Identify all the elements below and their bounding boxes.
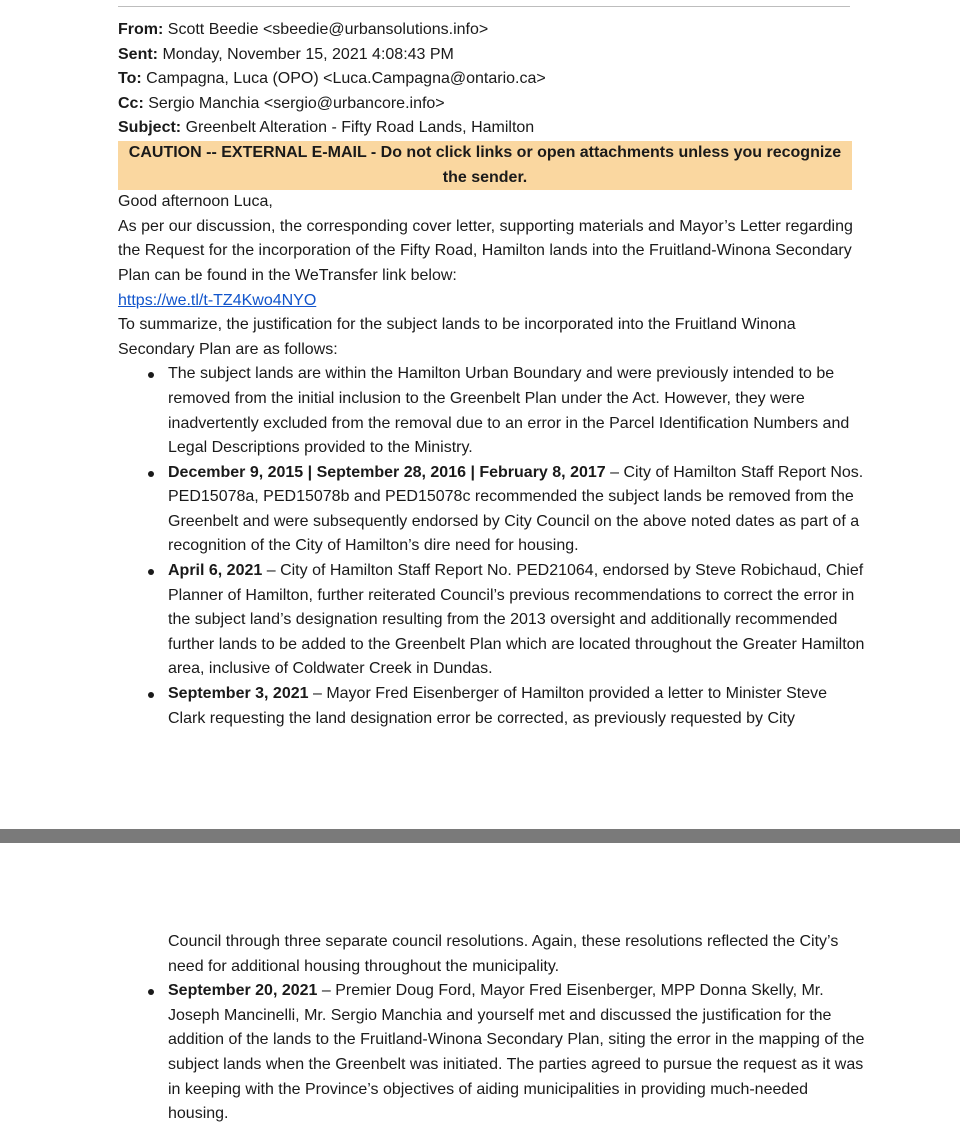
to-value: Campagna, Luca (OPO) <Luca.Campagna@ontario.ca> — [146, 70, 546, 88]
list-item — [118, 362, 868, 460]
email-page-2 — [118, 930, 868, 1127]
list-item — [118, 461, 868, 559]
sent-label: Sent: — [118, 45, 158, 63]
list-item-text: The subject lands are within the Hamilton Urban Boundary and were previously intended to be removed from the initial inclusion to the Greenbelt Plan under the Act. However, they were inadvertently excluded from the removal due to an error in the Parcel Identification Numbers and Legal Descriptions provided to the Ministry. — [168, 365, 850, 457]
top-divider — [118, 6, 850, 7]
sent-line — [118, 43, 868, 68]
list-item — [118, 979, 868, 1127]
list-item-date: September 20, 2021 — [168, 982, 318, 1000]
to-line — [118, 67, 868, 92]
greeting: Good afternoon Luca, — [118, 193, 273, 211]
from-line — [118, 18, 868, 43]
cc-line — [118, 92, 868, 117]
justification-list-continued — [118, 979, 868, 1127]
list-item-text: – City of Hamilton Staff Report No. PED21064, endorsed by Steve Robichaud, Chief Planner of Hamilton, further reiterated Council’s previous recommendations to correct the error in the subject land’s designation resulting from the 2013 oversight and additionally recommended further lands to be added to the Greenbelt Plan which are located throughout the Greater Hamilton area, inclusive of Coldwater Creek in Dundas. — [168, 562, 865, 678]
to-label: To: — [118, 70, 142, 88]
bullet-icon — [148, 372, 154, 378]
bullet-icon — [148, 569, 154, 575]
page-break-divider — [0, 829, 960, 843]
list-item — [118, 682, 868, 731]
list-item-date: December 9, 2015 | September 28, 2016 | February 8, 2017 — [168, 463, 606, 481]
list-item-date: April 6, 2021 — [168, 562, 263, 580]
email-page-1 — [118, 18, 868, 731]
continuation-text: Council through three separate council resolutions. Again, these resolutions reflected the City’s need for additional housing throughout the municipality. — [168, 933, 839, 975]
cc-value: Sergio Manchia <sergio@urbancore.info> — [148, 94, 445, 112]
bullet-icon — [148, 989, 154, 995]
list-item-text: – Premier Doug Ford, Mayor Fred Eisenberger, MPP Donna Skelly, Mr. Joseph Mancinelli, Mr. Sergio Manchia and yourself met and discussed the justification for the addition of the lands to the Fruitland-Winona Secondary Plan, siting the error in the mapping of the subject lands when the Greenbelt was initiated. The parties agreed to pursue the request as it was in keeping with the Province’s objectives of aiding municipalities in providing much-needed housing. — [168, 982, 865, 1123]
list-item-text: – Mayor Fred Eisenberger of Hamilton provided a letter to Minister Steve Clark requesting the land designation error be corrected, as previously requested by City — [168, 685, 827, 727]
sent-value: Monday, November 15, 2021 4:08:43 PM — [162, 45, 454, 63]
subject-line — [118, 116, 868, 141]
intro-paragraph: As per our discussion, the corresponding cover letter, supporting materials and Mayor’s Letter regarding the Request for the incorporation of the Fifty Road, Hamilton lands into the Fruitland-Winona Secondary Plan can be found in the WeTransfer link below: — [118, 217, 853, 284]
summary-paragraph: To summarize, the justification for the subject lands to be incorporated into the Fruitland Winona Secondary Plan are as follows: — [118, 316, 796, 358]
external-email-caution-banner: CAUTION -- EXTERNAL E-MAIL - Do not click links or open attachments unless you recognize the sender. — [118, 141, 852, 190]
from-value: Scott Beedie <sbeedie@urbansolutions.info> — [167, 21, 489, 38]
bullet-icon — [148, 692, 154, 698]
from-label: From: — [118, 21, 164, 38]
wetransfer-link[interactable]: https://we.tl/t-TZ4Kwo4NYO — [118, 291, 317, 309]
cc-label: Cc: — [118, 94, 144, 112]
subject-value: Greenbelt Alteration - Fifty Road Lands, Hamilton — [185, 119, 535, 137]
list-item-text: – City of Hamilton Staff Report Nos. PED15078a, PED15078b and PED15078c recommended the subject lands be removed from the Greenbelt and were subsequently endorsed by City Council on the above noted dates as part of a recognition of the City of Hamilton’s dire need for housing. — [168, 463, 864, 555]
justification-list — [118, 362, 868, 731]
bullet-icon — [148, 471, 154, 477]
list-item-date: September 3, 2021 — [168, 685, 309, 703]
subject-label: Subject: — [118, 119, 182, 137]
list-item — [118, 559, 868, 682]
